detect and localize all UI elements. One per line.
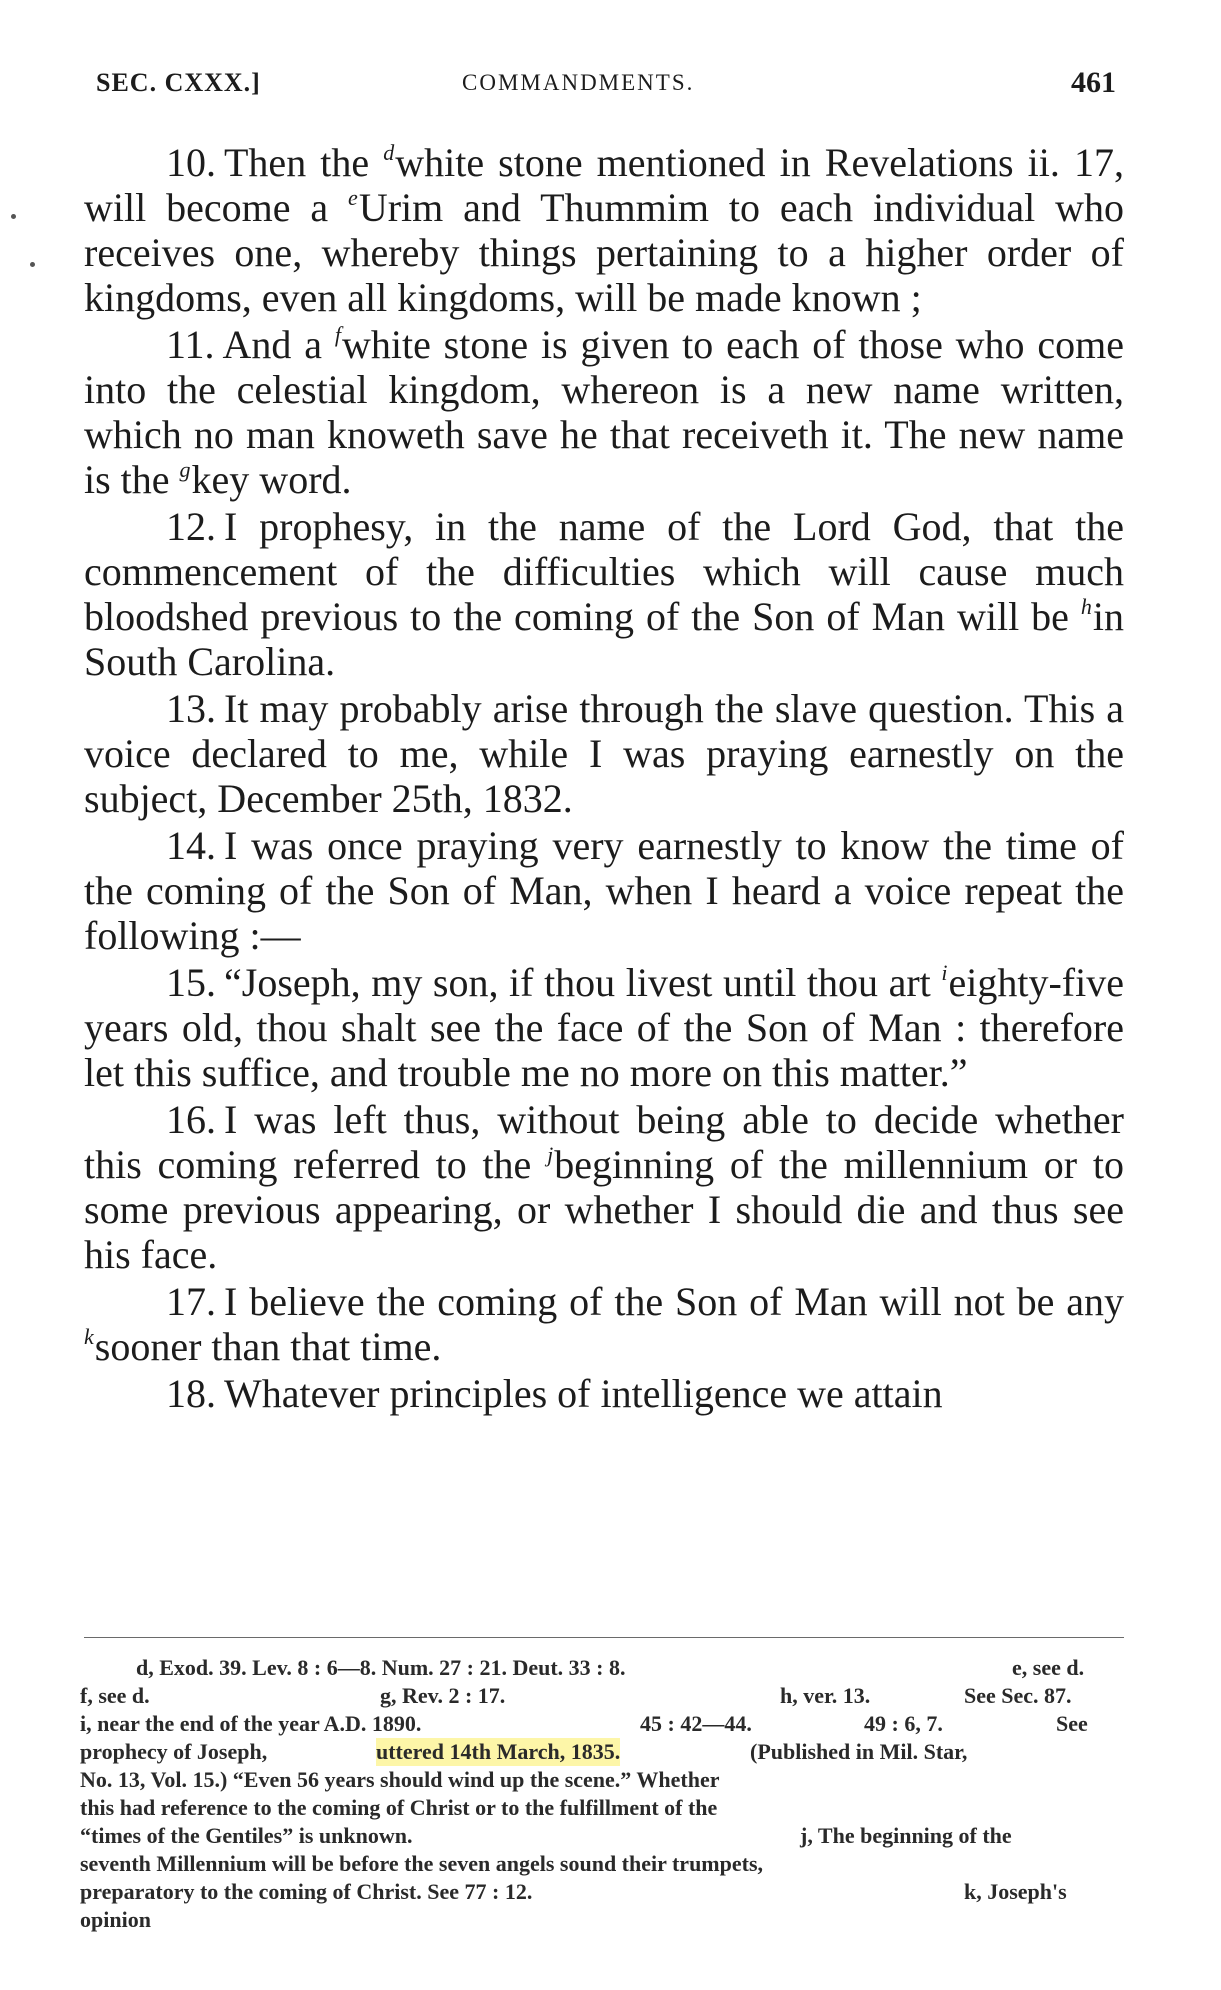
- footnote-text: “times of the Gentiles” is unknown.: [80, 1823, 413, 1848]
- verse-text-run: Urim and Thummim to each individual who receives one, whereby things pertaining to a higher order of kingdoms, even all kingdoms, will be made known ;: [84, 185, 1124, 320]
- footnote-text: i, near the end of the year A.D. 1890.: [80, 1711, 422, 1736]
- footnote-line: [80, 1822, 1124, 1850]
- verse-text-run: I was once praying very earnestly to know the time of the coming of the Son of Man, when I heard a voice repeat the following :—: [84, 823, 1124, 958]
- verse-text-run: key word.: [191, 457, 352, 502]
- footnote-text: j, The beginning of the: [800, 1823, 1012, 1848]
- verse-number: 13.: [166, 686, 216, 731]
- footnote-line: [80, 1738, 1124, 1766]
- footnote-line: [80, 1878, 1124, 1906]
- verse-text-run: in South Carolina.: [84, 594, 1124, 684]
- verse-text-run: I was left thus, without being able to decide whether this coming referred to the: [84, 1097, 1124, 1187]
- verse-paragraph: [84, 504, 1124, 684]
- verse-number: 16.: [166, 1097, 216, 1142]
- footnote-text: See Sec. 87.: [964, 1683, 1072, 1708]
- footnote-text: k, Joseph's: [964, 1879, 1067, 1904]
- footnote-reference-mark: k: [84, 1324, 94, 1349]
- verse-text-run: I believe the coming of the Son of Man will not be any: [224, 1279, 1124, 1324]
- verse-number: 17.: [166, 1279, 216, 1324]
- footnote-line: [80, 1710, 1124, 1738]
- verse-text-run: I prophesy, in the name of the Lord God, that the commencement of the difficulties which will cause much bloodshed previous to the coming of the Son of Man will be: [84, 504, 1124, 639]
- footnote-reference-mark: j: [547, 1142, 554, 1167]
- footnotes: [80, 1654, 1124, 1934]
- footnote-reference-mark: e: [348, 185, 358, 210]
- footnote-text: 45 : 42—44.: [640, 1711, 752, 1736]
- footnote-reference-mark: i: [941, 960, 948, 985]
- footnote-line: [80, 1682, 1124, 1710]
- verse-number: 12.: [166, 504, 216, 549]
- footnote-text: seventh Millennium will be before the seven angels sound their trumpets,: [80, 1851, 764, 1876]
- footnote-text: g, Rev. 2 : 17.: [380, 1683, 506, 1708]
- verse-number: 15.: [166, 960, 216, 1005]
- footnote-text: h, ver. 13.: [780, 1683, 871, 1708]
- verse-paragraph: [84, 1279, 1124, 1369]
- verse-paragraph: [84, 1097, 1124, 1277]
- footnote-divider: [84, 1637, 1124, 1638]
- verse-text-run: And a: [222, 322, 335, 367]
- footnote-text: this had reference to the coming of Christ or to the fulfillment of the: [80, 1795, 718, 1820]
- footnote-line: [80, 1654, 1124, 1682]
- verse-text-run: beginning of the millennium or to some previous appearing, or whether I should die and thus see his face.: [84, 1142, 1124, 1277]
- footnote-line: [80, 1906, 1124, 1934]
- footnote-line: [80, 1794, 1124, 1822]
- verse-text-run: white stone mentioned in Revelations ii. 17, will become a: [84, 140, 1124, 230]
- verse-paragraph: [84, 322, 1124, 502]
- footnote-text: d, Exod. 39. Lev. 8 : 6—8. Num. 27 : 21. Deut. 33 : 8.: [136, 1655, 626, 1680]
- footnote-reference-mark: d: [383, 140, 395, 165]
- footnote-reference-mark: f: [334, 322, 341, 347]
- verse-paragraph: [84, 1371, 1124, 1416]
- footnote-line: [80, 1766, 1124, 1794]
- footnote-text: preparatory to the coming of Christ. See 77 : 12.: [80, 1879, 533, 1904]
- footnote-text: f, see d.: [80, 1683, 150, 1708]
- footnote-reference-mark: h: [1080, 594, 1092, 619]
- verse-text-run: Whatever principles of intelligence we attain: [224, 1371, 943, 1416]
- verse-paragraph: [84, 960, 1124, 1095]
- verse-text-run: eighty-five years old, thou shalt see the face of the Son of Man : therefore let this suffice, and trouble me no more on this matter.”: [84, 960, 1124, 1095]
- footnote-text: e, see d.: [1012, 1655, 1085, 1680]
- page-number: 461: [1071, 66, 1116, 99]
- footnote-text: 49 : 6, 7.: [864, 1711, 943, 1736]
- verse-paragraph: [84, 140, 1124, 320]
- verse-text-run: sooner than that time.: [94, 1324, 442, 1369]
- verse-number: 11.: [166, 322, 215, 367]
- margin-speck: [11, 214, 16, 219]
- footnote-text: (Published in Mil. Star,: [750, 1739, 968, 1764]
- verse-text-run: white stone is given to each of those who come into the celestial kingdom, whereon is a new name written, which no man knoweth save he that receiveth it. The new name is the: [84, 322, 1125, 502]
- verse-text-run: It may probably arise through the slave question. This a voice declared to me, while I was praying earnestly on the subject, December 25th, 1832.: [84, 686, 1124, 821]
- verse-number: 10.: [166, 140, 216, 185]
- footnote-text: See: [1056, 1711, 1088, 1736]
- footnote-reference-mark: g: [179, 457, 191, 482]
- verse-paragraph: [84, 686, 1124, 821]
- footnote-text: No. 13, Vol. 15.) “Even 56 years should wind up the scene.” Whether: [80, 1767, 720, 1792]
- verse-text-run: “Joseph, my son, if thou livest until thou art: [224, 960, 942, 1005]
- footnote-text: prophecy of Joseph,: [80, 1739, 268, 1764]
- running-header: [96, 64, 1116, 110]
- highlighted-footnote-text: uttered 14th March, 1835.: [376, 1739, 621, 1764]
- section-label: SEC. CXXX.]: [96, 68, 261, 97]
- verse-paragraph: [84, 823, 1124, 958]
- footnote-text: opinion: [80, 1907, 151, 1932]
- verse-number: 18.: [166, 1371, 216, 1416]
- verse-number: 14.: [166, 823, 216, 868]
- margin-speck: [30, 262, 35, 267]
- verse-text: [84, 140, 1124, 1418]
- running-title: COMMANDMENTS.: [462, 70, 695, 95]
- footnote-line: [80, 1850, 1124, 1878]
- verse-text-run: Then the: [224, 140, 384, 185]
